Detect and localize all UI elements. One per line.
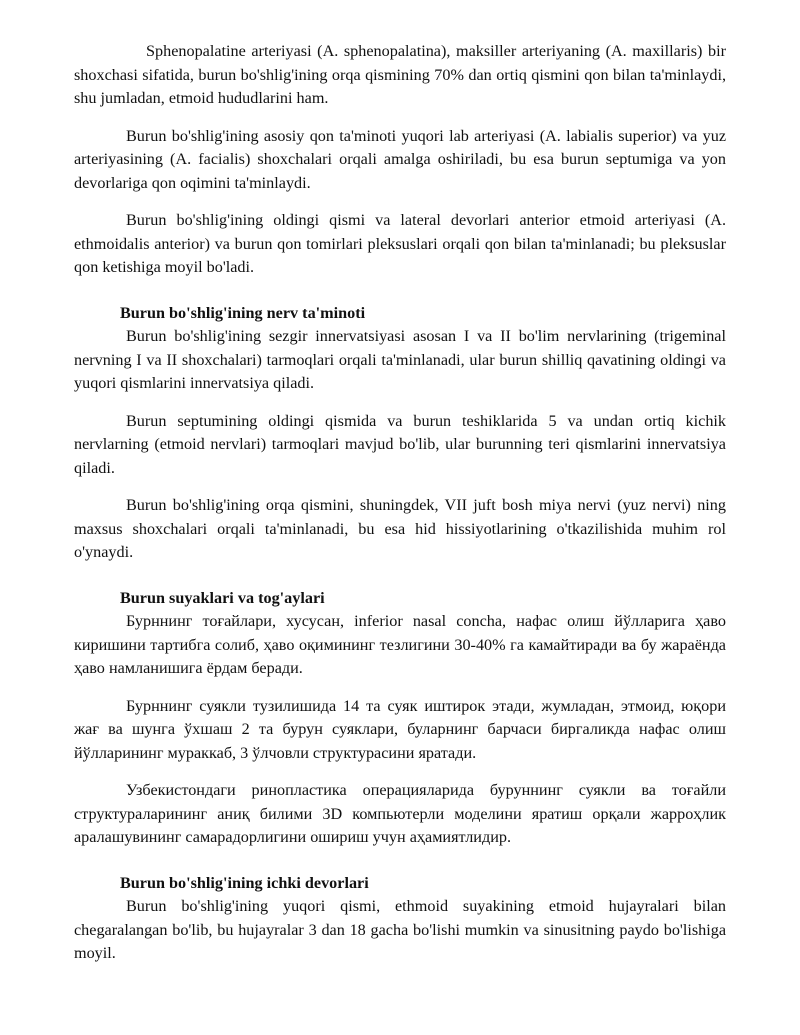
paragraph-ethmoid-cells: Burun bo'shlig'ining yuqori qismi, ethmoid suyakining etmoid hujayralari bilan chegaralangan bo'lib, bu hujayralar 3 dan 18 gacha bo'lishi mumkin va sinusitning paydo bo'lishiga moyil. — [74, 897, 726, 962]
paragraph-septum-nerves: Burun septumining oldingi qismida va burun teshiklarida 5 va undan ortiq kichik nervlarning (etmoid nervlari) tarmoqlari mavjud bo'lib, ular burunning teri qismlarini innervatsiya qiladi. — [74, 411, 726, 477]
paragraph-cartilage: Бурннинг тоғайлари, хусусан, inferior nasal concha, нафас олиш йўлларига ҳаво киришини тартибга солиб, ҳаво оқимининг тезлигини 30-40% га камайтиради ва бу жараёнда ҳаво намланишига ёрдам беради. — [74, 612, 726, 677]
section-title-nerve-supply: Burun bo'shlig'ining nerv ta'minoti — [120, 303, 366, 322]
paragraph-anterior-ethmoid-artery: Burun bo'shlig'ining oldingi qismi va lateral devorlari anterior etmoid arteriyasi (A. ethmoidalis anterior) va burun qon tomirlari pleksuslari orqali qon bilan ta'minlanadi; bu pleksuslar qon ketishiga moyil bo'ladi. — [74, 211, 726, 276]
paragraph-rhinoplasty: Узбекистондаги ринопластика операцияларида буруннинг суякли ва тоғайли структураларининг аниқ билими 3D компьютерли моделини яратиш орқали жарроҳлик аралашувининг самарадорлигини ошириш учун аҳамиятлидир. — [74, 781, 726, 846]
section-title-bones-cartilage: Burun suyaklari va tog'aylari — [120, 588, 325, 607]
paragraph-bone-structure: Бурннинг суякли тузилишида 14 та суяк иштирок этади, жумладан, этмоид, юқори жағ ва шунга ўхшаш 2 та бурун суяклари, буларнинг барчаси биргаликда нафас олиш йўлларининг мураккаб, 3 ўлчовли структурасини яратади. — [74, 696, 726, 762]
section-title-inner-walls: Burun bo'shlig'ining ichki devorlari — [120, 873, 369, 892]
document-page — [74, 40, 726, 966]
paragraph-labial-facial-artery: Burun bo'shlig'ining asosiy qon ta'minoti yuqori lab arteriyasi (A. labialis superior) va yuz arteriyasining (A. facialis) shoxchalari orqali amalga oshiriladi, bu esa burun septumiga va yon devorlariga qon oqimini ta'minlaydi. — [74, 126, 726, 192]
paragraph-sensory-innervation: Burun bo'shlig'ining sezgir innervatsiyasi asosan I va II bo'lim nervlarining (trigeminal nervning I va II shoxchalari) tarmoqlari orqali ta'minlanadi, ular burun shilliq qavatining oldingi va yuqori qismlarini innervatsiya qiladi. — [74, 327, 726, 392]
paragraph-facial-nerve: Burun bo'shlig'ining orqa qismini, shuningdek, VII juft bosh miya nervi (yuz nervi) ning maxsus shoxchalari orqali ta'minlanadi, bu esa hid hissiyotlarining o'tkazilishida muhim rol o'ynaydi. — [74, 496, 726, 561]
paragraph-sphenopalatine-artery: Sphenopalatine arteriyasi (A. sphenopalatina), maksiller arteriyaning (A. maxillaris) bir shoxchasi sifatida, burun bo'shlig'ining orqa qismining 70% dan ortiq qismini qon bilan ta'minlaydi, shu jumladan, etmoid hududlarini ham. — [74, 42, 726, 107]
